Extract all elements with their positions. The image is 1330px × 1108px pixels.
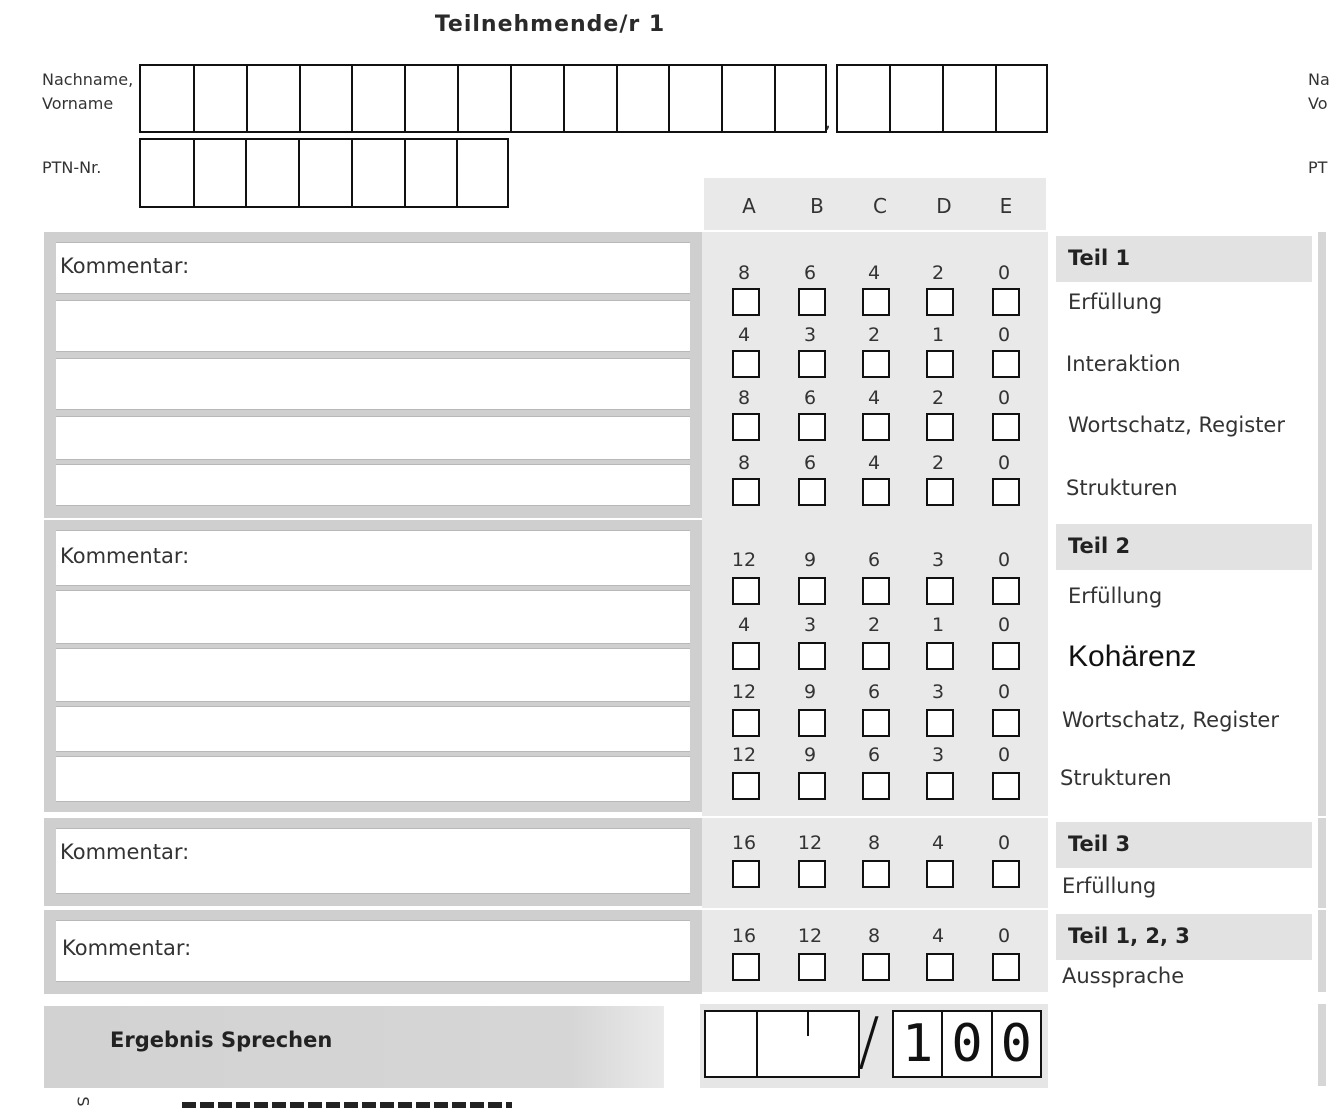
score-checkbox[interactable] [992,288,1020,316]
comment-line[interactable] [56,416,690,460]
surname-cell[interactable] [301,66,354,131]
firstname-field[interactable] [836,64,1048,133]
score-checkbox[interactable] [992,413,1020,441]
column-label-d: D [936,194,952,218]
margin-char: S [73,1096,93,1107]
score-value: 3 [931,744,945,766]
comment-label: Kommentar: [60,254,190,278]
score-value: 4 [737,324,751,346]
score-value: 8 [737,452,751,474]
next-sheet-edge [1318,1004,1326,1086]
criterion-label: Interaktion [1066,352,1181,376]
score-value: 9 [803,681,817,703]
column-label-b: B [810,194,824,218]
score-checkbox[interactable] [862,709,890,737]
score-value: 12 [731,549,757,571]
score-checkbox[interactable] [862,577,890,605]
score-checkbox[interactable] [862,953,890,981]
next-sheet-edge [1318,520,1326,816]
next-sheet-edge [1318,818,1326,908]
score-value: 0 [997,452,1011,474]
score-checkbox[interactable] [926,288,954,316]
score-value: 4 [931,832,945,854]
comment-label: Kommentar: [60,840,190,864]
score-value: 16 [731,832,757,854]
score-value: 3 [803,614,817,636]
score-value: 8 [867,832,881,854]
comment-line[interactable] [56,358,690,410]
surname-field[interactable] [139,64,827,133]
result-max-digit: 0 [943,1012,992,1076]
criterion-label: Strukturen [1066,476,1178,500]
name-label-line1: Nachname, [42,70,134,89]
comment-line[interactable] [56,706,690,752]
score-checkbox[interactable] [992,478,1020,506]
score-value: 2 [931,262,945,284]
name-comma: , [825,112,831,133]
score-checkbox[interactable] [992,350,1020,378]
score-checkbox[interactable] [798,772,826,800]
criterion-label: Erfüllung [1068,584,1163,608]
score-value: 12 [797,925,823,947]
ptn-cell[interactable] [406,140,459,206]
column-header [704,178,1046,230]
score-checkbox[interactable] [732,413,760,441]
surname-cell[interactable] [406,66,459,131]
result-cell-divider [807,1012,809,1036]
comment-panel-teil3 [44,818,702,906]
score-checkbox[interactable] [798,288,826,316]
score-value: 0 [997,614,1011,636]
next-sheet-edge [1318,910,1326,992]
score-value: 12 [731,681,757,703]
firstname-cell[interactable] [944,66,997,131]
score-value: 4 [867,387,881,409]
criterion-label: Aussprache [1062,964,1185,988]
surname-cell[interactable] [141,66,195,131]
score-checkbox[interactable] [862,642,890,670]
score-value: 6 [867,549,881,571]
surname-cell[interactable] [195,66,248,131]
score-value: 2 [931,387,945,409]
score-checkbox[interactable] [862,350,890,378]
score-checkbox[interactable] [798,413,826,441]
surname-cell[interactable] [776,66,825,131]
result-max-digit: 0 [1000,1014,1032,1074]
score-checkbox[interactable] [862,860,890,888]
score-checkbox[interactable] [732,709,760,737]
comment-panel-teil1 [44,232,702,518]
surname-cell[interactable] [353,66,406,131]
score-checkbox[interactable] [862,772,890,800]
result-max-field [892,1010,1042,1078]
ptn-cell[interactable] [195,140,248,206]
score-checkbox[interactable] [732,350,760,378]
comment-line[interactable] [56,756,690,802]
score-checkbox[interactable] [798,577,826,605]
score-checkbox[interactable] [732,288,760,316]
score-value: 16 [731,925,757,947]
score-value: 0 [997,832,1011,854]
name-label-line2: Vorname [42,94,114,113]
score-checkbox[interactable] [732,577,760,605]
surname-cell[interactable] [565,66,618,131]
ptn-cell[interactable] [353,140,406,206]
next-vorname-label-cut: Vo [1308,94,1328,113]
score-value: 0 [997,744,1011,766]
result-score-field[interactable] [704,1010,860,1078]
score-checkbox[interactable] [862,288,890,316]
criterion-label: Strukturen [1060,766,1172,790]
score-checkbox[interactable] [992,577,1020,605]
score-value: 8 [737,387,751,409]
score-value: 0 [997,324,1011,346]
ptn-cell[interactable] [458,140,507,206]
score-value: 2 [867,324,881,346]
score-checkbox[interactable] [732,642,760,670]
score-value: 3 [931,549,945,571]
criterion-label: Erfüllung [1068,290,1163,314]
surname-cell[interactable] [723,66,776,131]
comment-line[interactable] [56,300,690,352]
ptn-field[interactable] [139,138,509,208]
result-label: Ergebnis Sprechen [110,1028,333,1052]
score-value: 12 [731,744,757,766]
score-checkbox[interactable] [798,350,826,378]
score-value: 4 [737,614,751,636]
teil2-title: Teil 2 [1068,534,1131,558]
score-value: 6 [867,681,881,703]
score-checkbox[interactable] [798,860,826,888]
score-checkbox[interactable] [926,577,954,605]
score-checkbox[interactable] [732,478,760,506]
comment-panel-teil123 [44,910,702,994]
score-checkbox[interactable] [926,642,954,670]
score-checkbox[interactable] [926,413,954,441]
next-ptn-label-cut: PT [1308,158,1328,177]
criterion-label: Wortschatz, Register [1068,413,1285,437]
score-checkbox[interactable] [926,772,954,800]
comment-line[interactable] [56,648,690,702]
criterion-label: Erfüllung [1062,874,1157,898]
score-value: 3 [803,324,817,346]
score-value: 9 [803,549,817,571]
teil3-header [1056,822,1312,868]
score-value: 2 [867,614,881,636]
score-checkbox[interactable] [732,860,760,888]
score-value: 1 [931,324,945,346]
ptn-cell[interactable] [300,140,353,206]
score-checkbox[interactable] [926,860,954,888]
score-value: 4 [931,925,945,947]
score-value: 6 [803,262,817,284]
ptn-label: PTN-Nr. [42,158,102,177]
score-checkbox[interactable] [926,350,954,378]
column-label-a: A [742,194,756,218]
score-checkbox[interactable] [798,953,826,981]
result-max-digit: 1 [894,1012,943,1076]
score-checkbox[interactable] [992,642,1020,670]
surname-cell[interactable] [248,66,301,131]
next-name-label-cut: Na [1308,70,1330,89]
firstname-cell[interactable] [997,66,1046,131]
score-checkbox[interactable] [926,478,954,506]
surname-cell[interactable] [618,66,671,131]
score-value: 6 [803,452,817,474]
teil2-header [1056,524,1312,570]
score-checkbox[interactable] [926,709,954,737]
teil3-title: Teil 3 [1068,832,1131,856]
score-checkbox[interactable] [926,953,954,981]
score-checkbox[interactable] [992,709,1020,737]
surname-cell[interactable] [670,66,723,131]
surname-cell[interactable] [459,66,512,131]
ptn-cell[interactable] [247,140,300,206]
score-checkbox[interactable] [732,953,760,981]
next-sheet-edge [1318,232,1326,522]
score-value: 6 [867,744,881,766]
score-checkbox[interactable] [862,413,890,441]
score-value: 9 [803,744,817,766]
comment-label: Kommentar: [62,936,192,960]
score-checkbox[interactable] [798,478,826,506]
comment-line[interactable] [56,464,690,506]
column-label-c: C [873,194,887,218]
form-title: Teilnehmende/r 1 [434,12,666,37]
teil1-title: Teil 1 [1068,246,1131,270]
firstname-cell[interactable] [891,66,944,131]
criterion-label: Wortschatz, Register [1062,708,1279,732]
next-row-cut-text [182,1102,512,1108]
score-value: 0 [997,387,1011,409]
score-value: 4 [867,452,881,474]
score-checkbox[interactable] [798,709,826,737]
score-value: 12 [797,832,823,854]
score-value: 6 [803,387,817,409]
score-checkbox[interactable] [992,953,1020,981]
ptn-cell[interactable] [141,140,195,206]
criterion-label: Kohärenz [1068,640,1197,673]
score-value: 8 [737,262,751,284]
comment-line[interactable] [56,590,690,644]
comment-label: Kommentar: [60,544,190,568]
teil123-title: Teil 1, 2, 3 [1068,924,1190,948]
score-checkbox[interactable] [992,860,1020,888]
column-label-e: E [999,194,1013,218]
score-value: 0 [997,262,1011,284]
teil123-header [1056,914,1312,960]
score-value: 2 [931,452,945,474]
score-value: 0 [997,549,1011,571]
score-value: 0 [997,925,1011,947]
score-checkbox[interactable] [862,478,890,506]
score-value: 4 [867,262,881,284]
surname-cell[interactable] [512,66,565,131]
score-checkbox[interactable] [732,772,760,800]
result-cell-divider [756,1012,758,1076]
result-slash: / [858,1005,880,1079]
score-value: 8 [867,925,881,947]
score-value: 1 [931,614,945,636]
score-checkbox[interactable] [798,642,826,670]
firstname-cell[interactable] [838,66,891,131]
comment-panel-teil2 [44,520,702,812]
score-value: 0 [997,681,1011,703]
score-checkbox[interactable] [992,772,1020,800]
teil1-header [1056,236,1312,282]
score-value: 3 [931,681,945,703]
